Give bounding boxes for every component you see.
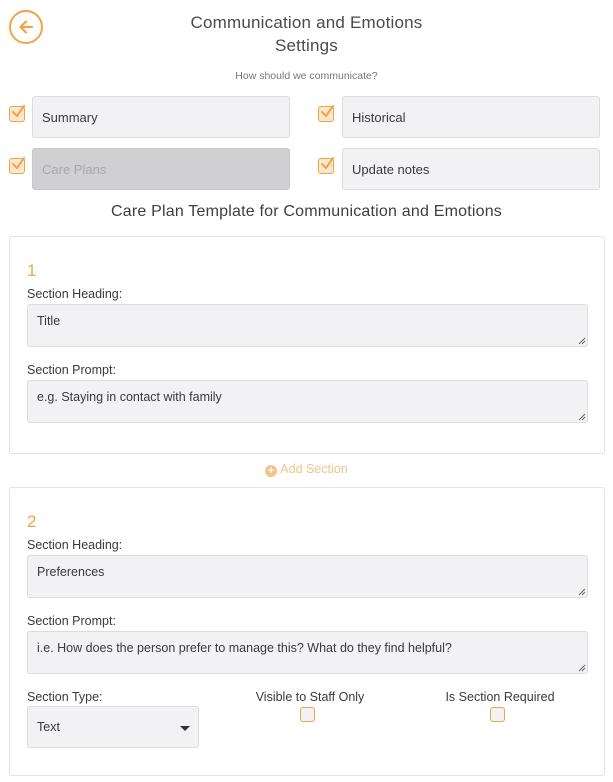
care-plans-option [32,148,290,190]
care-plans-checkbox[interactable] [9,158,25,174]
page-title [0,11,613,57]
section-number: 2 [27,512,37,531]
visible-to-staff-checkbox[interactable] [300,707,315,722]
section-required-label: Is Section Required [445,690,555,704]
update-notes-checkbox[interactable] [318,158,334,174]
section-heading-value: Title [37,314,61,328]
page-subtitle: How should we communicate? [235,70,378,82]
section-prompt-input[interactable] [27,631,588,674]
checkmark-icon [11,156,25,172]
resize-handle-icon[interactable] [578,413,586,421]
section-number: 1 [27,261,37,280]
section-prompt-value: i.e. How does the person prefer to manage this? What do they find helpful? [37,641,452,655]
historical-label: Historical [352,109,406,125]
section-heading-label: Section Heading: [27,287,123,301]
historical-checkbox[interactable] [318,106,334,122]
care-plans-label: Care Plans [42,161,107,177]
summary-checkbox[interactable] [9,106,25,122]
section-type-value: Text [37,720,60,734]
section-prompt-label: Section Prompt: [27,614,116,628]
add-section-button[interactable] [0,462,613,477]
summary-option[interactable] [32,96,290,138]
section-card-2 [9,487,605,776]
section-type-label: Section Type: [27,690,103,704]
resize-handle-icon[interactable] [578,664,586,672]
section-heading-input[interactable] [27,555,588,598]
historical-option[interactable] [342,96,600,138]
page-title-line1: Communication and Emotions [190,13,423,32]
plus-circle-icon: + [265,465,277,477]
section-prompt-label: Section Prompt: [27,363,116,377]
visible-to-staff-label: Visible to Staff Only [255,690,365,704]
checkmark-icon [11,104,25,120]
checkmark-icon [320,156,334,172]
resize-handle-icon[interactable] [578,337,586,345]
section-heading-input[interactable] [27,304,588,347]
section-heading-value: Preferences [37,565,105,579]
section-type-select[interactable] [27,706,199,748]
section-heading-label: Section Heading: [27,538,123,552]
checkmark-icon [320,104,334,120]
section-prompt-input[interactable] [27,380,588,423]
summary-label: Summary [42,109,98,125]
page-title-line2: Settings [274,36,339,55]
caret-down-icon [180,726,190,731]
section-card-1 [9,236,605,454]
section-required-checkbox[interactable] [490,707,505,722]
section-prompt-value: e.g. Staying in contact with family [37,390,222,404]
update-notes-label: Update notes [352,161,430,177]
template-title: Care Plan Template for Communication and Emotions [110,203,503,220]
add-section-label: Add Section [280,462,348,476]
update-notes-option[interactable] [342,148,600,190]
resize-handle-icon[interactable] [578,588,586,596]
